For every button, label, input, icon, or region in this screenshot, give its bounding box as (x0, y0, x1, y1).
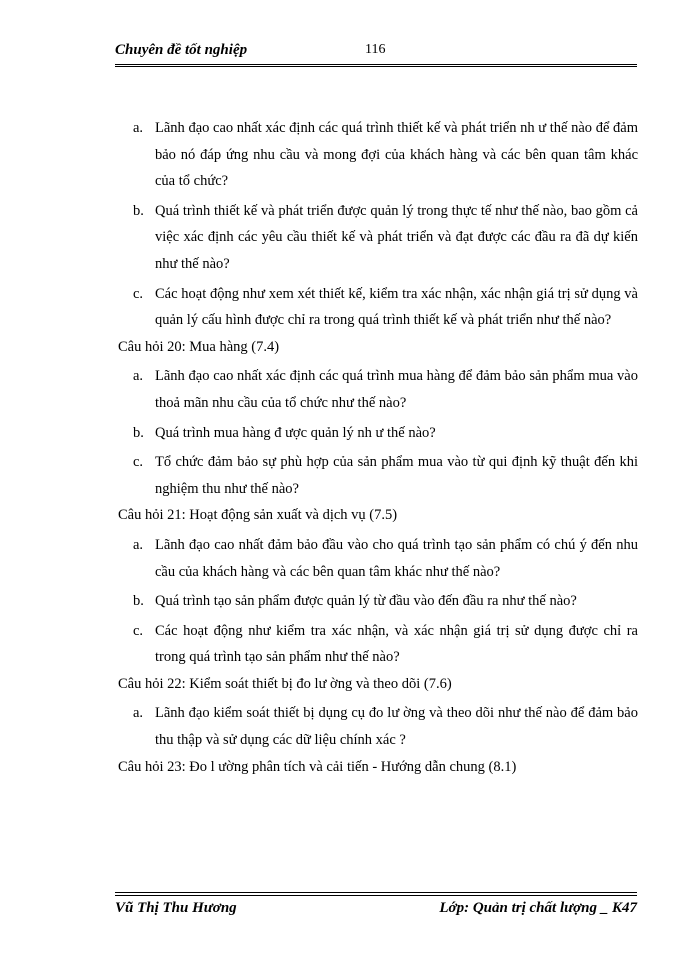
item-text: Tổ chức đảm bảo sự phù hợp của sản phẩm mua vào từ qui định kỹ thuật đến khi nghiệm thu như thế nào? (155, 454, 638, 497)
footer-rule (115, 892, 637, 893)
footer-rule-secondary (115, 895, 637, 896)
list-item (118, 115, 638, 195)
item-text: Lãnh đạo kiểm soát thiết bị dụng cụ đo lư ờng và theo dõi như thế nào để đảm bảo thu thập và sử dụng các dữ liệu chính xác ? (155, 705, 638, 749)
list-item (118, 198, 638, 278)
question-heading: Câu hỏi 22: Kiểm soát thiết bị đo lư ờng và theo dõi (7.6) (118, 675, 452, 692)
question-heading: Câu hỏi 23: Đo l ường phân tích và cải tiến - Hướng dẫn chung (8.1) (118, 758, 517, 775)
page-number: 116 (365, 42, 386, 57)
list-item (118, 618, 638, 671)
question-heading: Câu hỏi 20: Mua hàng (7.4) (118, 338, 280, 355)
footer-author: Vũ Thị Thu Hương (115, 900, 237, 916)
list-item (118, 532, 638, 585)
item-marker: a. (133, 368, 144, 385)
list-item (118, 420, 638, 447)
item-marker: b. (133, 202, 144, 219)
item-marker: c. (133, 454, 144, 471)
item-text: Quá trình thiết kế và phát triển được quản lý trong thực tế như thế nào, bao gồm cả việc xác định các yêu cầu thiết kế và phát triển và đạt được các đầu ra đã dự kiến như thế nào? (155, 202, 638, 272)
header-rule-secondary (115, 66, 637, 67)
list-item (118, 588, 638, 615)
header-rule (115, 64, 637, 65)
list-item (118, 449, 638, 502)
item-text: Lãnh đạo cao nhất xác định các quá trình mua hàng để đảm bảo sản phẩm mua vào thoả mãn nhu cầu của tổ chức như thế nào? (155, 368, 638, 411)
page-header (115, 42, 635, 64)
item-text: Lãnh đạo cao nhất xác định các quá trình thiết kế và phát triển nh ư thế nào để đảm bảo nó đáp ứng nhu cầu và mong đợi của khách hàng và các bên quan tâm khác của tổ chức? (155, 120, 638, 190)
list-item (118, 281, 638, 334)
document-title: Chuyên đề tốt nghiệp (115, 42, 248, 58)
footer-class: Lớp: Quản trị chất lượng _ K47 (439, 900, 637, 916)
question-heading: Câu hỏi 21: Hoạt động sản xuất và dịch vụ (7.5) (118, 507, 398, 524)
item-marker: c. (133, 622, 144, 639)
item-text: Các hoạt động như xem xét thiết kế, kiểm tra xác nhận, xác nhận giá trị sử dụng và quản lý cấu hình được chỉ ra trong quá trình thiết kế và phát triển như thế nào? (155, 285, 638, 329)
item-marker: a. (133, 536, 144, 553)
item-text: Lãnh đạo cao nhất đảm bảo đầu vào cho quá trình tạo sản phẩm có chú ý đến nhu cầu của khách hàng và các bên quan tâm khác như thế nào? (155, 536, 638, 580)
item-text: Quá trình tạo sản phẩm được quản lý từ đầu vào đến đầu ra như thế nào? (155, 593, 577, 610)
item-text: Các hoạt động như kiểm tra xác nhận, và xác nhận giá trị sử dụng được chỉ ra trong quá trình tạo sản phẩm như thế nào? (155, 622, 638, 666)
item-marker: b. (133, 424, 144, 441)
item-marker: b. (133, 593, 144, 610)
item-marker: c. (133, 285, 144, 302)
item-marker: a. (133, 120, 144, 136)
list-item (118, 363, 638, 416)
item-marker: a. (133, 705, 144, 722)
item-text: Quá trình mua hàng đ ược quản lý nh ư thế nào? (155, 424, 436, 441)
page-body (118, 112, 638, 780)
page-footer (115, 900, 637, 922)
list-item (118, 700, 638, 753)
